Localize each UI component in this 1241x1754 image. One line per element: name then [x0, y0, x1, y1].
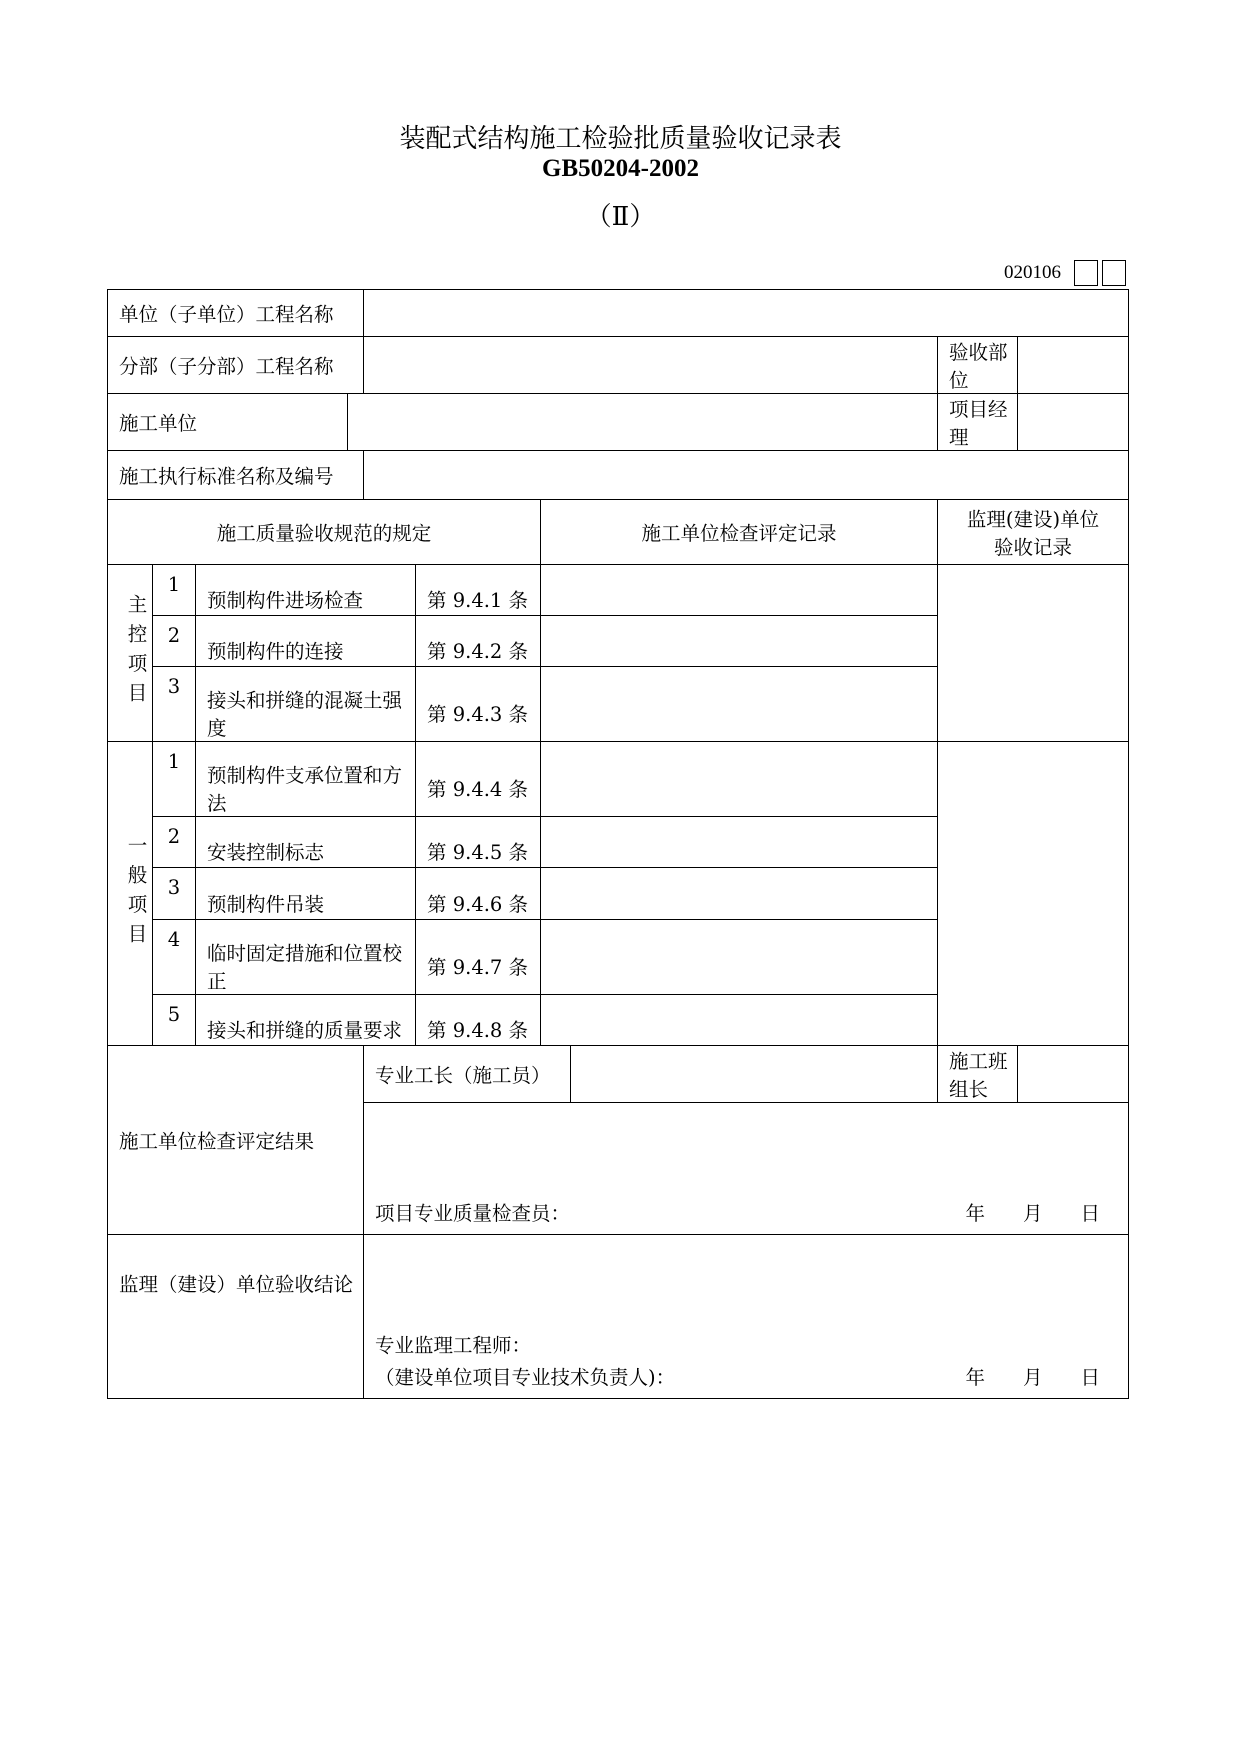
item-number: 4 — [153, 920, 196, 995]
header-supervision-record — [938, 500, 1129, 565]
form-part: （Ⅱ） — [585, 202, 656, 232]
label-acceptance-part: 验收部位 — [938, 337, 1018, 394]
label-tech-leader: （建设单位项目专业技术负责人)： — [375, 1366, 676, 1389]
month-label: 月 — [1022, 1366, 1043, 1389]
standard-code: GB50204-2002 — [542, 155, 699, 182]
item-clause: 第 9.4.3 条 — [416, 667, 541, 742]
foreman-value[interactable] — [571, 1046, 938, 1103]
item-clause: 第 9.4.6 条 — [416, 868, 541, 920]
result-date — [965, 1198, 1128, 1226]
day-label: 日 — [1080, 1202, 1101, 1225]
standard-value[interactable] — [364, 451, 1129, 500]
result-area[interactable] — [364, 1103, 1129, 1235]
doc-number: 020106 — [1004, 262, 1061, 283]
item-clause: 第 9.4.7 条 — [416, 920, 541, 995]
item-number: 5 — [153, 995, 196, 1046]
table-row — [108, 742, 1129, 817]
label-standard: 施工执行标准名称及编号 — [108, 451, 364, 500]
item-clause: 第 9.4.4 条 — [416, 742, 541, 817]
item-name: 预制构件吊装 — [196, 868, 416, 920]
acceptance-form-table — [107, 289, 1129, 1399]
year-label: 年 — [965, 1366, 985, 1389]
row-construction-unit — [108, 394, 1129, 451]
item-number: 2 — [153, 616, 196, 667]
item-name: 接头和拼缝的混凝土强度 — [196, 667, 416, 742]
year-label: 年 — [965, 1202, 985, 1225]
team-leader-value[interactable] — [1018, 1046, 1129, 1103]
month-label: 月 — [1022, 1202, 1043, 1225]
item-name: 预制构件支承位置和方法 — [196, 742, 416, 817]
label-construction-unit: 施工单位 — [108, 394, 348, 451]
unit-project-value[interactable] — [364, 290, 1129, 337]
item-name: 接头和拼缝的质量要求 — [196, 995, 416, 1046]
group-main-items: 主控项目 — [108, 565, 153, 742]
row-sub-project — [108, 337, 1129, 394]
item-number: 1 — [153, 565, 196, 616]
sub-project-value[interactable] — [364, 337, 938, 394]
item-clause: 第 9.4.8 条 — [416, 995, 541, 1046]
doc-number-box-1[interactable] — [1074, 260, 1098, 286]
check-record-cell[interactable] — [541, 817, 938, 868]
item-clause: 第 9.4.1 条 — [416, 565, 541, 616]
check-record-cell[interactable] — [541, 565, 938, 616]
conclusion-area[interactable] — [364, 1235, 1129, 1399]
supervision-record-main[interactable] — [938, 565, 1129, 742]
form-title: 装配式结构施工检验批质量验收记录表 — [399, 124, 842, 154]
item-clause: 第 9.4.2 条 — [416, 616, 541, 667]
item-number: 2 — [153, 817, 196, 868]
row-result-signers — [108, 1046, 1129, 1103]
item-name: 预制构件进场检查 — [196, 565, 416, 616]
day-label: 日 — [1080, 1366, 1101, 1389]
check-record-cell[interactable] — [541, 742, 938, 817]
check-record-cell[interactable] — [541, 868, 938, 920]
label-conclusion: 监理（建设）单位验收结论 — [108, 1235, 364, 1399]
item-name: 临时固定措施和位置校正 — [196, 920, 416, 995]
row-column-headers — [108, 500, 1129, 565]
row-conclusion — [108, 1235, 1129, 1399]
check-record-cell[interactable] — [541, 920, 938, 995]
construction-unit-value[interactable] — [348, 394, 938, 451]
label-team-leader: 施工班组长 — [938, 1046, 1018, 1103]
label-result: 施工单位检查评定结果 — [108, 1046, 364, 1235]
check-record-cell[interactable] — [541, 995, 938, 1046]
group-general-items: 一般项目 — [108, 742, 153, 1046]
item-number: 1 — [153, 742, 196, 817]
label-project-manager: 项目经理 — [938, 394, 1018, 451]
row-unit-project — [108, 290, 1129, 337]
label-unit-project: 单位（子单位）工程名称 — [108, 290, 364, 337]
check-record-cell[interactable] — [541, 667, 938, 742]
header-check-record: 施工单位检查评定记录 — [541, 500, 938, 565]
header-supervision-line1: 监理(建设)单位 — [966, 508, 1100, 531]
doc-number-box-2[interactable] — [1102, 260, 1126, 286]
row-standard — [108, 451, 1129, 500]
label-inspector: 项目专业质量检查员： — [375, 1202, 571, 1225]
header-spec: 施工质量验收规范的规定 — [108, 500, 541, 565]
item-clause: 第 9.4.5 条 — [416, 817, 541, 868]
header-supervision-line2: 验收记录 — [994, 536, 1073, 559]
label-engineer: 专业监理工程师： — [375, 1334, 532, 1357]
item-name: 安装控制标志 — [196, 817, 416, 868]
acceptance-part-value[interactable] — [1018, 337, 1129, 394]
project-manager-value[interactable] — [1018, 394, 1129, 451]
conclusion-date — [965, 1362, 1128, 1394]
item-name: 预制构件的连接 — [196, 616, 416, 667]
table-row — [108, 565, 1129, 616]
item-number: 3 — [153, 667, 196, 742]
item-number: 3 — [153, 868, 196, 920]
check-record-cell[interactable] — [541, 616, 938, 667]
supervision-record-general[interactable] — [938, 742, 1129, 1046]
label-foreman: 专业工长（施工员） — [364, 1046, 571, 1103]
label-sub-project: 分部（子分部）工程名称 — [108, 337, 364, 394]
